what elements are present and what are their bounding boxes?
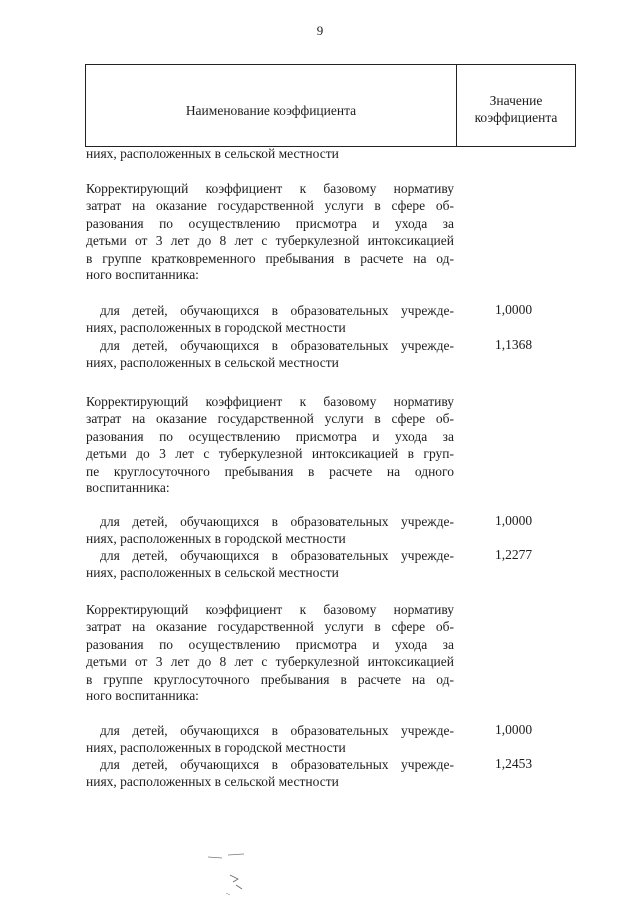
- item-line1: для детей, обучающихся в образовательных учрежде-: [100, 548, 454, 563]
- coefficient-value: 1,0000: [495, 513, 533, 528]
- continuation-text: ниях, расположенных в сельской местности: [86, 146, 339, 161]
- item-line2: ниях, расположенных в городской местности: [86, 740, 346, 755]
- intro-line: затрат на оказание государственной услуги в сфере об-: [86, 619, 454, 635]
- section-intro: [86, 393, 454, 480]
- intro-line: Корректирующий коэффициент к базовому нормативу: [86, 602, 454, 617]
- list-item: [86, 547, 454, 581]
- intro-line: детьми до 3 лет с туберкулезной интоксикацией в груп-: [86, 446, 454, 462]
- section-intro: [86, 180, 454, 267]
- intro-line: Корректирующий коэффициент к базовому нормативу: [86, 181, 454, 196]
- item-line1: для детей, обучающихся в образовательных учрежде-: [100, 723, 454, 738]
- coefficient-value: 1,2277: [495, 547, 533, 562]
- list-item: [86, 337, 454, 371]
- intro-line: в группе круглосуточного пребывания в расчете на од-: [86, 671, 454, 687]
- item-line1: для детей, обучающихся в образовательных учрежде-: [100, 338, 454, 353]
- coefficient-value: 1,1368: [495, 337, 533, 352]
- intro-line: разования по осуществлению присмотра и ухода за: [86, 428, 454, 444]
- intro-line: детьми от 3 лет до 8 лет с туберкулезной интоксикацией: [86, 233, 454, 249]
- intro-line: пе круглосуточного пребывания в расчете на одного: [86, 463, 454, 479]
- item-line2: ниях, расположенных в городской местности: [86, 531, 346, 546]
- coefficient-value: 1,2453: [495, 756, 533, 771]
- column-header-value-line2: коэффициента: [474, 109, 558, 125]
- scan-marks: [200, 845, 270, 900]
- column-header-value-line1: Значение: [489, 92, 543, 108]
- table-header: [85, 64, 576, 147]
- item-line1: для детей, обучающихся в образовательных учрежде-: [100, 514, 454, 529]
- intro-line: разования по осуществлению присмотра и ухода за: [86, 636, 454, 652]
- column-header-name: Наименование коэффициента: [86, 65, 457, 146]
- intro-last-line: воспитанника:: [86, 480, 170, 495]
- intro-line: детьми от 3 лет до 8 лет с туберкулезной интоксикацией: [86, 654, 454, 670]
- coefficient-value: 1,0000: [495, 722, 533, 737]
- intro-line: разования по осуществлению присмотра и ухода за: [86, 215, 454, 231]
- column-header-value: [457, 65, 575, 146]
- section-intro: [86, 601, 454, 688]
- list-item: [86, 513, 454, 547]
- item-line2: ниях, расположенных в сельской местности: [86, 355, 339, 370]
- intro-last-line: ного воспитанника:: [86, 267, 199, 282]
- intro-last-line: ного воспитанника:: [86, 688, 199, 703]
- intro-line: в группе кратковременного пребывания в расчете на од-: [86, 250, 454, 266]
- item-line1: для детей, обучающихся в образовательных учрежде-: [100, 757, 454, 772]
- item-line2: ниях, расположенных в городской местности: [86, 320, 346, 335]
- list-item: [86, 302, 454, 336]
- item-line2: ниях, расположенных в сельской местности: [86, 774, 339, 789]
- coefficient-value: 1,0000: [495, 302, 533, 317]
- intro-line: затрат на оказание государственной услуги в сфере об-: [86, 411, 454, 427]
- page-number: 9: [316, 23, 324, 38]
- intro-line: Корректирующий коэффициент к базовому нормативу: [86, 394, 454, 409]
- item-line2: ниях, расположенных в сельской местности: [86, 565, 339, 580]
- item-line1: для детей, обучающихся в образовательных учрежде-: [100, 303, 454, 318]
- list-item: [86, 756, 454, 790]
- list-item: [86, 722, 454, 756]
- intro-line: затрат на оказание государственной услуги в сфере об-: [86, 198, 454, 214]
